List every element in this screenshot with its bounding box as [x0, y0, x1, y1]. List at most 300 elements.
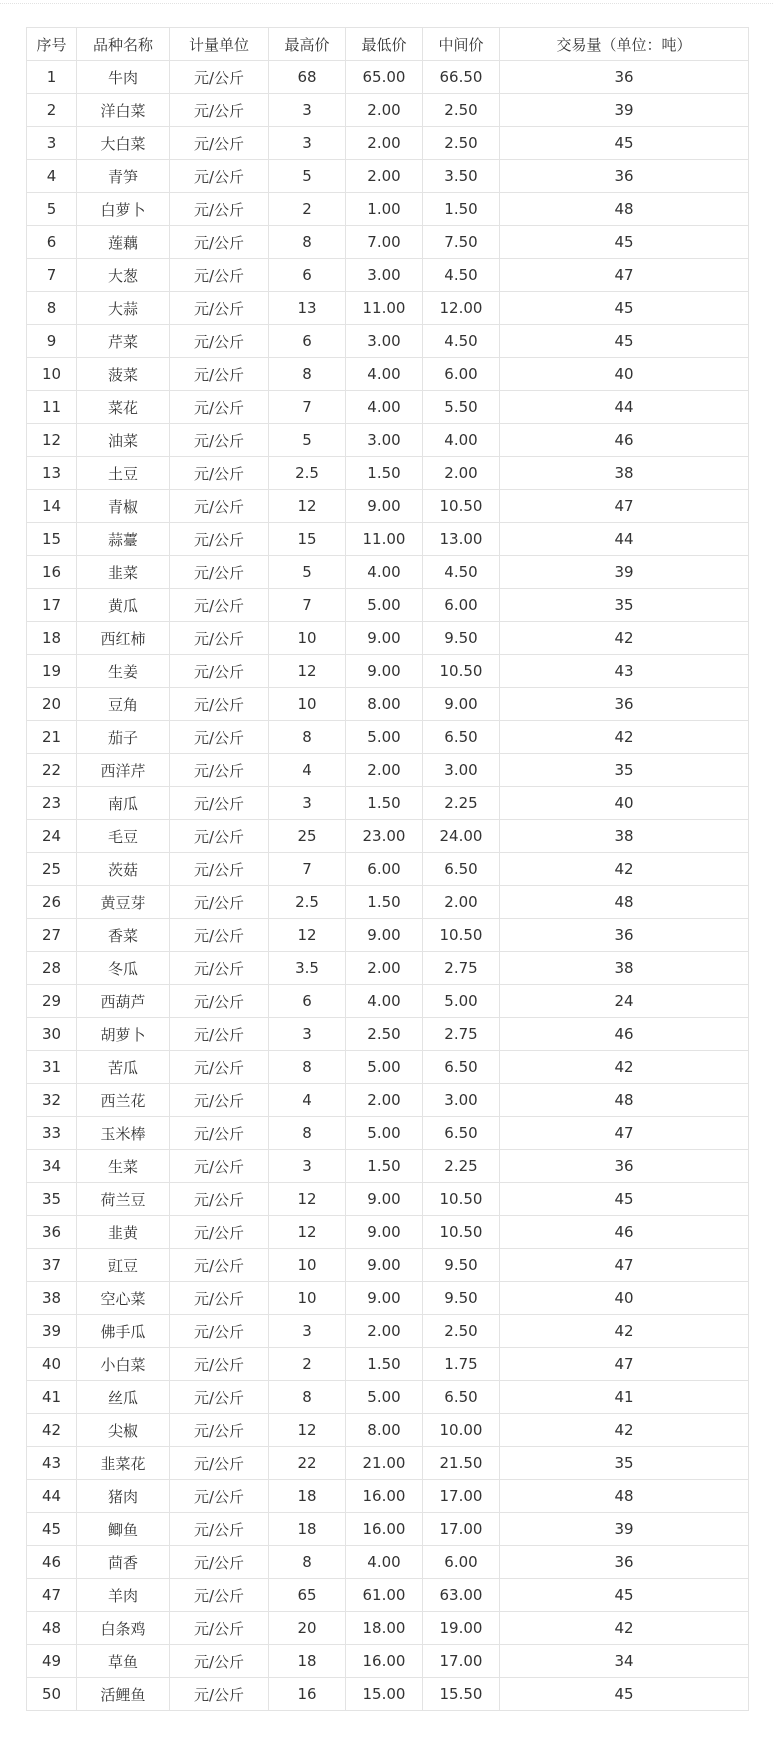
cell-volume: 34	[500, 1645, 749, 1678]
cell-name: 大白菜	[77, 127, 170, 160]
cell-volume: 47	[500, 259, 749, 292]
cell-volume: 47	[500, 1249, 749, 1282]
cell-index: 44	[27, 1480, 77, 1513]
cell-index: 8	[27, 292, 77, 325]
table-row	[27, 1447, 749, 1480]
cell-high-price: 12	[269, 490, 346, 523]
cell-volume: 48	[500, 1084, 749, 1117]
cell-low-price: 2.00	[346, 1084, 423, 1117]
cell-volume: 48	[500, 1480, 749, 1513]
cell-high-price: 68	[269, 61, 346, 94]
cell-index: 18	[27, 622, 77, 655]
cell-volume: 36	[500, 160, 749, 193]
cell-volume: 42	[500, 622, 749, 655]
cell-index: 38	[27, 1282, 77, 1315]
cell-name: 油菜	[77, 424, 170, 457]
cell-index: 46	[27, 1546, 77, 1579]
cell-unit: 元/公斤	[170, 655, 269, 688]
cell-name: 西洋芹	[77, 754, 170, 787]
cell-volume: 40	[500, 1282, 749, 1315]
cell-index: 32	[27, 1084, 77, 1117]
cell-volume: 46	[500, 424, 749, 457]
cell-index: 29	[27, 985, 77, 1018]
cell-volume: 35	[500, 1447, 749, 1480]
table-row	[27, 1018, 749, 1051]
cell-low-price: 5.00	[346, 1381, 423, 1414]
cell-name: 羊肉	[77, 1579, 170, 1612]
cell-high-price: 3	[269, 1018, 346, 1051]
table-row	[27, 853, 749, 886]
cell-high-price: 13	[269, 292, 346, 325]
cell-index: 15	[27, 523, 77, 556]
cell-high-price: 6	[269, 259, 346, 292]
cell-mid-price: 9.50	[423, 1282, 500, 1315]
cell-name: 茴香	[77, 1546, 170, 1579]
cell-index: 30	[27, 1018, 77, 1051]
cell-volume: 41	[500, 1381, 749, 1414]
cell-name: 冬瓜	[77, 952, 170, 985]
cell-low-price: 2.00	[346, 127, 423, 160]
cell-low-price: 15.00	[346, 1678, 423, 1711]
table-row	[27, 358, 749, 391]
cell-high-price: 22	[269, 1447, 346, 1480]
table-body	[27, 61, 749, 1711]
cell-high-price: 5	[269, 160, 346, 193]
cell-unit: 元/公斤	[170, 919, 269, 952]
cell-mid-price: 66.50	[423, 61, 500, 94]
header-mid-price: 中间价	[423, 28, 500, 61]
cell-index: 49	[27, 1645, 77, 1678]
cell-low-price: 1.50	[346, 787, 423, 820]
cell-index: 11	[27, 391, 77, 424]
cell-mid-price: 10.50	[423, 1216, 500, 1249]
cell-mid-price: 7.50	[423, 226, 500, 259]
cell-unit: 元/公斤	[170, 1150, 269, 1183]
cell-mid-price: 2.00	[423, 457, 500, 490]
cell-high-price: 8	[269, 1381, 346, 1414]
cell-name: 西红柿	[77, 622, 170, 655]
cell-low-price: 16.00	[346, 1513, 423, 1546]
cell-high-price: 18	[269, 1513, 346, 1546]
table-row	[27, 61, 749, 94]
cell-name: 南瓜	[77, 787, 170, 820]
cell-low-price: 8.00	[346, 1414, 423, 1447]
cell-mid-price: 2.00	[423, 886, 500, 919]
cell-index: 27	[27, 919, 77, 952]
cell-index: 39	[27, 1315, 77, 1348]
cell-mid-price: 3.00	[423, 754, 500, 787]
cell-index: 20	[27, 688, 77, 721]
cell-index: 48	[27, 1612, 77, 1645]
cell-low-price: 3.00	[346, 325, 423, 358]
header-low-price: 最低价	[346, 28, 423, 61]
cell-name: 玉米棒	[77, 1117, 170, 1150]
cell-high-price: 18	[269, 1480, 346, 1513]
cell-volume: 42	[500, 853, 749, 886]
cell-high-price: 7	[269, 589, 346, 622]
table-row	[27, 1546, 749, 1579]
table-row	[27, 457, 749, 490]
cell-high-price: 18	[269, 1645, 346, 1678]
cell-index: 12	[27, 424, 77, 457]
cell-low-price: 2.50	[346, 1018, 423, 1051]
table-row	[27, 1480, 749, 1513]
cell-volume: 45	[500, 325, 749, 358]
cell-high-price: 8	[269, 721, 346, 754]
cell-high-price: 8	[269, 1546, 346, 1579]
cell-high-price: 12	[269, 1414, 346, 1447]
cell-low-price: 1.50	[346, 1150, 423, 1183]
table-row	[27, 1183, 749, 1216]
cell-low-price: 9.00	[346, 1249, 423, 1282]
cell-mid-price: 2.75	[423, 1018, 500, 1051]
cell-high-price: 2	[269, 1348, 346, 1381]
cell-mid-price: 3.50	[423, 160, 500, 193]
cell-name: 黄瓜	[77, 589, 170, 622]
cell-low-price: 16.00	[346, 1480, 423, 1513]
cell-low-price: 65.00	[346, 61, 423, 94]
cell-volume: 36	[500, 919, 749, 952]
cell-volume: 48	[500, 193, 749, 226]
table-row	[27, 721, 749, 754]
cell-unit: 元/公斤	[170, 424, 269, 457]
cell-low-price: 6.00	[346, 853, 423, 886]
table-row	[27, 1414, 749, 1447]
cell-high-price: 3	[269, 127, 346, 160]
table-header-row	[27, 28, 749, 61]
cell-high-price: 4	[269, 754, 346, 787]
cell-low-price: 9.00	[346, 490, 423, 523]
cell-unit: 元/公斤	[170, 1579, 269, 1612]
table-row	[27, 622, 749, 655]
table-row	[27, 787, 749, 820]
table-row	[27, 490, 749, 523]
cell-mid-price: 1.75	[423, 1348, 500, 1381]
cell-low-price: 9.00	[346, 655, 423, 688]
cell-unit: 元/公斤	[170, 1612, 269, 1645]
cell-unit: 元/公斤	[170, 193, 269, 226]
cell-high-price: 5	[269, 556, 346, 589]
cell-name: 洋白菜	[77, 94, 170, 127]
cell-mid-price: 5.00	[423, 985, 500, 1018]
cell-unit: 元/公斤	[170, 721, 269, 754]
cell-name: 西兰花	[77, 1084, 170, 1117]
cell-unit: 元/公斤	[170, 754, 269, 787]
cell-index: 1	[27, 61, 77, 94]
cell-mid-price: 6.50	[423, 853, 500, 886]
header-high-price: 最高价	[269, 28, 346, 61]
table-row	[27, 919, 749, 952]
table-row	[27, 985, 749, 1018]
cell-unit: 元/公斤	[170, 1249, 269, 1282]
cell-name: 生菜	[77, 1150, 170, 1183]
cell-name: 猪肉	[77, 1480, 170, 1513]
cell-mid-price: 2.50	[423, 94, 500, 127]
cell-index: 43	[27, 1447, 77, 1480]
cell-name: 豇豆	[77, 1249, 170, 1282]
cell-low-price: 8.00	[346, 688, 423, 721]
cell-mid-price: 2.75	[423, 952, 500, 985]
cell-unit: 元/公斤	[170, 1645, 269, 1678]
cell-low-price: 4.00	[346, 391, 423, 424]
cell-unit: 元/公斤	[170, 358, 269, 391]
cell-unit: 元/公斤	[170, 787, 269, 820]
cell-index: 7	[27, 259, 77, 292]
cell-mid-price: 6.50	[423, 1117, 500, 1150]
cell-high-price: 2	[269, 193, 346, 226]
table-row	[27, 160, 749, 193]
cell-volume: 35	[500, 754, 749, 787]
cell-mid-price: 10.50	[423, 490, 500, 523]
cell-volume: 40	[500, 787, 749, 820]
cell-name: 菠菜	[77, 358, 170, 391]
cell-name: 白萝卜	[77, 193, 170, 226]
cell-index: 42	[27, 1414, 77, 1447]
cell-name: 鲫鱼	[77, 1513, 170, 1546]
cell-low-price: 1.50	[346, 886, 423, 919]
table-row	[27, 259, 749, 292]
header-volume: 交易量（单位：吨）	[500, 28, 749, 61]
cell-index: 34	[27, 1150, 77, 1183]
cell-high-price: 2.5	[269, 457, 346, 490]
table-row	[27, 325, 749, 358]
cell-index: 31	[27, 1051, 77, 1084]
cell-high-price: 12	[269, 1183, 346, 1216]
header-index: 序号	[27, 28, 77, 61]
cell-volume: 24	[500, 985, 749, 1018]
table-row	[27, 1579, 749, 1612]
cell-mid-price: 17.00	[423, 1480, 500, 1513]
cell-low-price: 3.00	[346, 424, 423, 457]
cell-mid-price: 9.00	[423, 688, 500, 721]
cell-mid-price: 19.00	[423, 1612, 500, 1645]
cell-low-price: 9.00	[346, 1216, 423, 1249]
cell-mid-price: 15.50	[423, 1678, 500, 1711]
cell-volume: 47	[500, 1348, 749, 1381]
cell-unit: 元/公斤	[170, 853, 269, 886]
cell-mid-price: 6.50	[423, 1051, 500, 1084]
cell-high-price: 12	[269, 655, 346, 688]
cell-mid-price: 10.50	[423, 1183, 500, 1216]
cell-name: 芹菜	[77, 325, 170, 358]
cell-name: 生姜	[77, 655, 170, 688]
table-row	[27, 1315, 749, 1348]
table-row	[27, 193, 749, 226]
cell-volume: 39	[500, 94, 749, 127]
cell-mid-price: 4.50	[423, 556, 500, 589]
cell-high-price: 5	[269, 424, 346, 457]
cell-volume: 36	[500, 1546, 749, 1579]
cell-high-price: 25	[269, 820, 346, 853]
cell-volume: 47	[500, 1117, 749, 1150]
cell-unit: 元/公斤	[170, 952, 269, 985]
cell-high-price: 3	[269, 94, 346, 127]
cell-volume: 42	[500, 1315, 749, 1348]
cell-name: 尖椒	[77, 1414, 170, 1447]
cell-low-price: 9.00	[346, 1282, 423, 1315]
cell-unit: 元/公斤	[170, 688, 269, 721]
cell-volume: 46	[500, 1216, 749, 1249]
cell-mid-price: 24.00	[423, 820, 500, 853]
cell-index: 36	[27, 1216, 77, 1249]
cell-mid-price: 3.00	[423, 1084, 500, 1117]
cell-mid-price: 63.00	[423, 1579, 500, 1612]
header-unit: 计量单位	[170, 28, 269, 61]
cell-name: 莲藕	[77, 226, 170, 259]
cell-low-price: 5.00	[346, 721, 423, 754]
cell-name: 胡萝卜	[77, 1018, 170, 1051]
cell-volume: 45	[500, 127, 749, 160]
cell-mid-price: 5.50	[423, 391, 500, 424]
cell-name: 土豆	[77, 457, 170, 490]
cell-low-price: 21.00	[346, 1447, 423, 1480]
cell-name: 牛肉	[77, 61, 170, 94]
cell-volume: 35	[500, 589, 749, 622]
cell-index: 17	[27, 589, 77, 622]
cell-high-price: 3	[269, 787, 346, 820]
cell-unit: 元/公斤	[170, 820, 269, 853]
cell-mid-price: 6.00	[423, 589, 500, 622]
cell-volume: 47	[500, 490, 749, 523]
cell-volume: 45	[500, 1579, 749, 1612]
cell-unit: 元/公斤	[170, 391, 269, 424]
cell-low-price: 2.00	[346, 754, 423, 787]
cell-name: 佛手瓜	[77, 1315, 170, 1348]
cell-volume: 36	[500, 1150, 749, 1183]
cell-mid-price: 4.00	[423, 424, 500, 457]
cell-low-price: 1.50	[346, 457, 423, 490]
cell-volume: 38	[500, 952, 749, 985]
cell-unit: 元/公斤	[170, 1315, 269, 1348]
cell-name: 大葱	[77, 259, 170, 292]
cell-name: 菜花	[77, 391, 170, 424]
cell-low-price: 2.00	[346, 160, 423, 193]
cell-name: 空心菜	[77, 1282, 170, 1315]
cell-index: 41	[27, 1381, 77, 1414]
cell-unit: 元/公斤	[170, 127, 269, 160]
cell-high-price: 10	[269, 1282, 346, 1315]
table-row	[27, 655, 749, 688]
cell-mid-price: 6.00	[423, 1546, 500, 1579]
cell-name: 西葫芦	[77, 985, 170, 1018]
cell-low-price: 23.00	[346, 820, 423, 853]
cell-name: 荷兰豆	[77, 1183, 170, 1216]
cell-high-price: 8	[269, 1117, 346, 1150]
cell-unit: 元/公斤	[170, 523, 269, 556]
cell-index: 13	[27, 457, 77, 490]
cell-low-price: 18.00	[346, 1612, 423, 1645]
cell-index: 10	[27, 358, 77, 391]
cell-mid-price: 4.50	[423, 259, 500, 292]
cell-high-price: 16	[269, 1678, 346, 1711]
cell-volume: 42	[500, 1414, 749, 1447]
cell-high-price: 65	[269, 1579, 346, 1612]
cell-index: 21	[27, 721, 77, 754]
table-row	[27, 1612, 749, 1645]
cell-low-price: 2.00	[346, 952, 423, 985]
cell-low-price: 4.00	[346, 556, 423, 589]
table-row	[27, 688, 749, 721]
cell-low-price: 1.50	[346, 1348, 423, 1381]
cell-name: 黄豆芽	[77, 886, 170, 919]
cell-mid-price: 12.00	[423, 292, 500, 325]
cell-low-price: 16.00	[346, 1645, 423, 1678]
cell-high-price: 20	[269, 1612, 346, 1645]
cell-low-price: 5.00	[346, 1117, 423, 1150]
cell-high-price: 12	[269, 919, 346, 952]
table-row	[27, 1282, 749, 1315]
cell-unit: 元/公斤	[170, 1447, 269, 1480]
cell-high-price: 10	[269, 688, 346, 721]
cell-unit: 元/公斤	[170, 1513, 269, 1546]
cell-low-price: 7.00	[346, 226, 423, 259]
cell-high-price: 10	[269, 622, 346, 655]
cell-mid-price: 10.50	[423, 655, 500, 688]
cell-volume: 43	[500, 655, 749, 688]
cell-unit: 元/公斤	[170, 1018, 269, 1051]
cell-unit: 元/公斤	[170, 1480, 269, 1513]
table-row	[27, 523, 749, 556]
price-table	[26, 27, 749, 1711]
cell-mid-price: 6.50	[423, 1381, 500, 1414]
cell-unit: 元/公斤	[170, 985, 269, 1018]
cell-volume: 39	[500, 1513, 749, 1546]
cell-low-price: 5.00	[346, 589, 423, 622]
cell-mid-price: 2.50	[423, 1315, 500, 1348]
cell-unit: 元/公斤	[170, 1117, 269, 1150]
cell-unit: 元/公斤	[170, 1381, 269, 1414]
cell-mid-price: 2.25	[423, 787, 500, 820]
cell-volume: 44	[500, 523, 749, 556]
cell-index: 25	[27, 853, 77, 886]
cell-index: 33	[27, 1117, 77, 1150]
cell-index: 50	[27, 1678, 77, 1711]
cell-high-price: 3.5	[269, 952, 346, 985]
cell-index: 28	[27, 952, 77, 985]
cell-unit: 元/公斤	[170, 61, 269, 94]
table-row	[27, 1348, 749, 1381]
cell-volume: 36	[500, 61, 749, 94]
table-row	[27, 391, 749, 424]
cell-low-price: 61.00	[346, 1579, 423, 1612]
cell-mid-price: 10.50	[423, 919, 500, 952]
cell-volume: 46	[500, 1018, 749, 1051]
table-row	[27, 1117, 749, 1150]
cell-index: 3	[27, 127, 77, 160]
cell-low-price: 4.00	[346, 1546, 423, 1579]
cell-name: 茄子	[77, 721, 170, 754]
table-row	[27, 1150, 749, 1183]
cell-low-price: 3.00	[346, 259, 423, 292]
cell-volume: 45	[500, 292, 749, 325]
cell-mid-price: 13.00	[423, 523, 500, 556]
cell-volume: 38	[500, 820, 749, 853]
table-row	[27, 1513, 749, 1546]
cell-mid-price: 6.00	[423, 358, 500, 391]
cell-low-price: 11.00	[346, 523, 423, 556]
cell-low-price: 4.00	[346, 358, 423, 391]
cell-unit: 元/公斤	[170, 325, 269, 358]
cell-low-price: 2.00	[346, 1315, 423, 1348]
cell-unit: 元/公斤	[170, 1084, 269, 1117]
cell-low-price: 9.00	[346, 1183, 423, 1216]
cell-unit: 元/公斤	[170, 1546, 269, 1579]
cell-unit: 元/公斤	[170, 1051, 269, 1084]
cell-name: 韭黄	[77, 1216, 170, 1249]
cell-index: 6	[27, 226, 77, 259]
cell-unit: 元/公斤	[170, 94, 269, 127]
cell-low-price: 11.00	[346, 292, 423, 325]
